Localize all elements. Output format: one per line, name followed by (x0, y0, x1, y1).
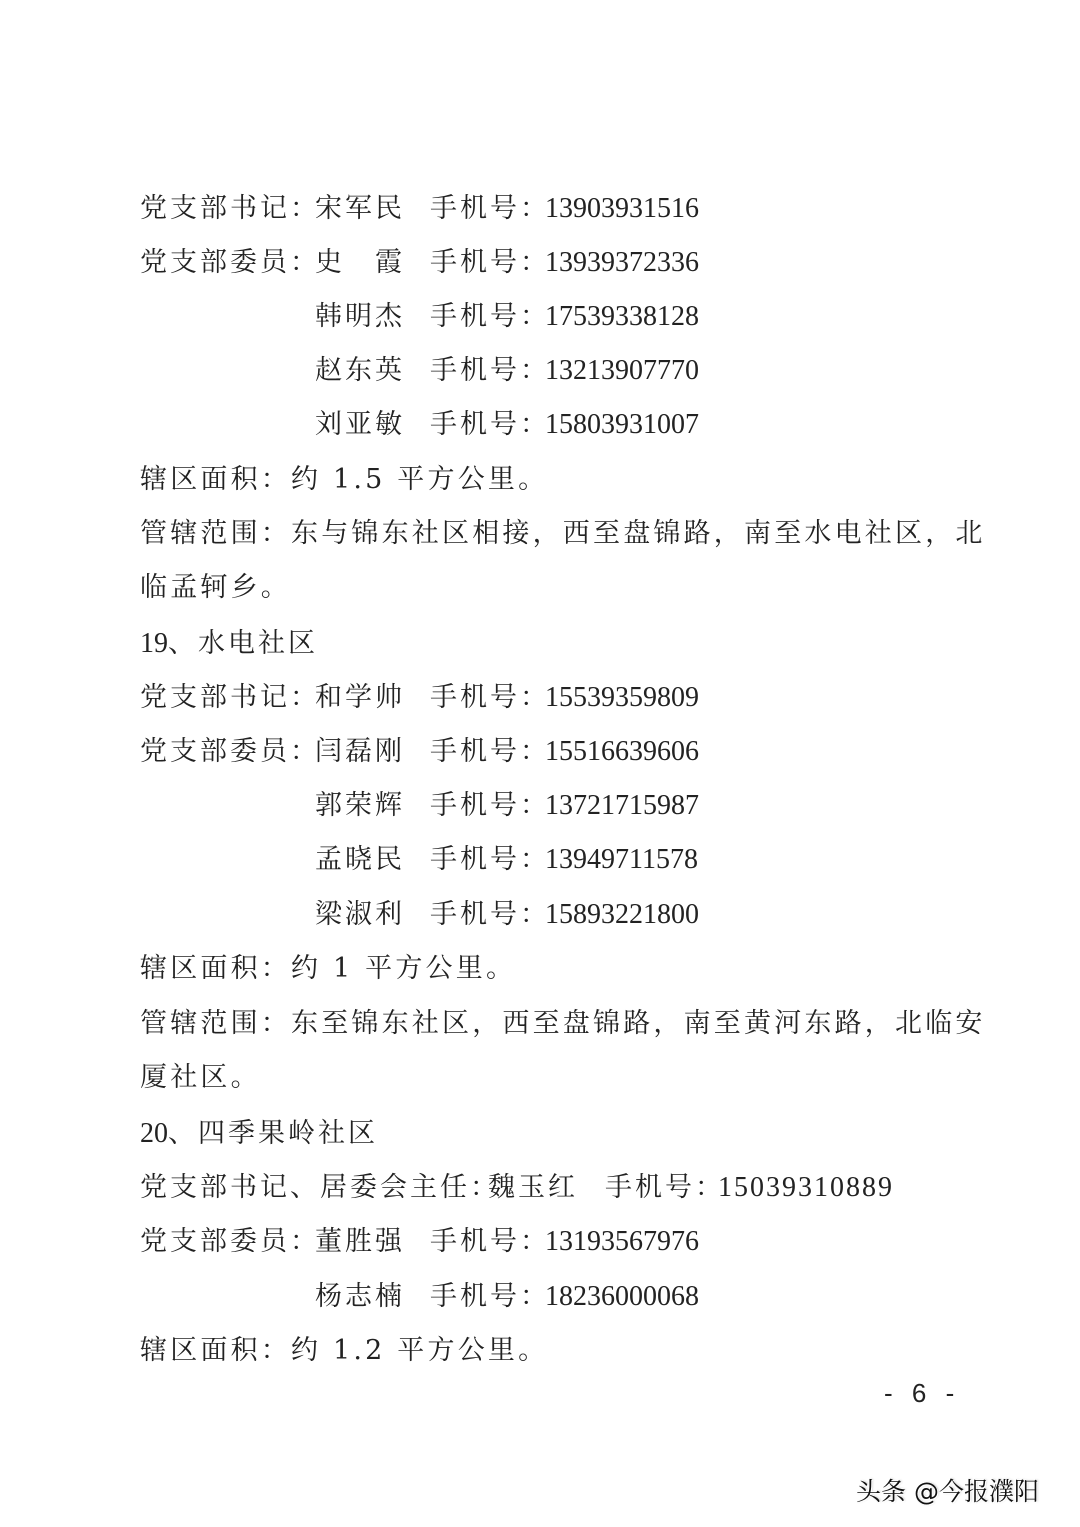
scope-text: 管辖范围：东至锦东社区，西至盘锦路，南至黄河东路，北临安 (140, 1008, 986, 1039)
person-name: 魏玉红 (488, 1172, 578, 1203)
phone-label: 手机号： (430, 409, 550, 440)
role-label: 党支部委员： (140, 736, 320, 767)
person-name: 董胜强 (315, 1226, 405, 1257)
role-label: 党支部书记： (140, 682, 320, 713)
phone-number: 13949711578 (545, 844, 698, 875)
section-heading (140, 625, 318, 661)
phone-label: 手机号： (430, 1226, 550, 1257)
member-row (140, 734, 699, 770)
area-text: 辖区面积：约 1.2 平方公里。 (140, 1335, 549, 1366)
secretary-row (140, 191, 699, 227)
phone-label: 手机号： (430, 844, 550, 875)
scope-text-cont: 临孟轲乡。 (140, 572, 291, 603)
section-heading (140, 1115, 378, 1151)
phone-label: 手机号： (430, 1281, 550, 1312)
source-watermark: 头条 @今报濮阳 (856, 1477, 1039, 1506)
secretary-row (140, 1170, 894, 1206)
section-number: 20 (140, 1118, 168, 1149)
area-text: 辖区面积：约 1 平方公里。 (140, 953, 517, 984)
phone-number: 18236000068 (545, 1281, 699, 1312)
person-name: 郭荣辉 (315, 790, 405, 821)
section-title: 、水电社区 (168, 628, 318, 659)
phone-label: 手机号： (430, 355, 550, 386)
role-label: 党支部书记、居委会主任： (140, 1172, 500, 1203)
phone-number: 13721715987 (545, 790, 699, 821)
phone-number: 13939372336 (545, 247, 699, 278)
scope-text: 管辖范围：东与锦东社区相接，西至盘锦路，南至水电社区，北 (140, 518, 986, 549)
phone-label: 手机号： (430, 736, 550, 767)
person-name: 刘亚敏 (315, 409, 405, 440)
area-text: 辖区面积：约 1.5 平方公里。 (140, 464, 549, 495)
phone-label: 手机号： (430, 301, 550, 332)
phone-number: 13213907770 (545, 355, 699, 386)
phone-number: 15893221800 (545, 899, 699, 930)
phone-number: 15539359809 (545, 682, 699, 713)
member-row (140, 245, 699, 281)
phone-label: 手机号： (430, 682, 550, 713)
person-name: 闫磊刚 (315, 736, 405, 767)
phone-number: 17539338128 (545, 301, 699, 332)
member-row (140, 1224, 699, 1260)
person-name: 宋军民 (315, 193, 405, 224)
phone-number: 13903931516 (545, 193, 699, 224)
phone-number: 13193567976 (545, 1226, 699, 1257)
phone-label: 手机号： (430, 790, 550, 821)
page-number: - 6 - (884, 1378, 961, 1408)
role-label: 党支部书记： (140, 193, 320, 224)
phone-label: 手机号： (430, 899, 550, 930)
phone-label: 手机号： (430, 247, 550, 278)
person-name: 孟晓民 (315, 844, 405, 875)
section-number: 19 (140, 628, 168, 659)
role-label: 党支部委员： (140, 247, 320, 278)
phone-number: 15516639606 (545, 736, 699, 767)
phone-label: 手机号： (430, 193, 550, 224)
person-name: 杨志楠 (315, 1281, 405, 1312)
phone-label: 手机号： (605, 1172, 725, 1203)
person-name: 赵东英 (315, 355, 405, 386)
person-name: 史 霞 (315, 247, 405, 278)
person-name: 梁淑利 (315, 899, 405, 930)
phone-number: 15803931007 (545, 409, 699, 440)
phone-number: 15039310889 (718, 1172, 894, 1203)
person-name: 和学帅 (315, 682, 405, 713)
section-title: 、四季果岭社区 (168, 1118, 378, 1149)
role-label: 党支部委员： (140, 1226, 320, 1257)
secretary-row (140, 680, 699, 716)
person-name: 韩明杰 (315, 301, 405, 332)
scope-text-cont: 厦社区。 (140, 1062, 261, 1093)
